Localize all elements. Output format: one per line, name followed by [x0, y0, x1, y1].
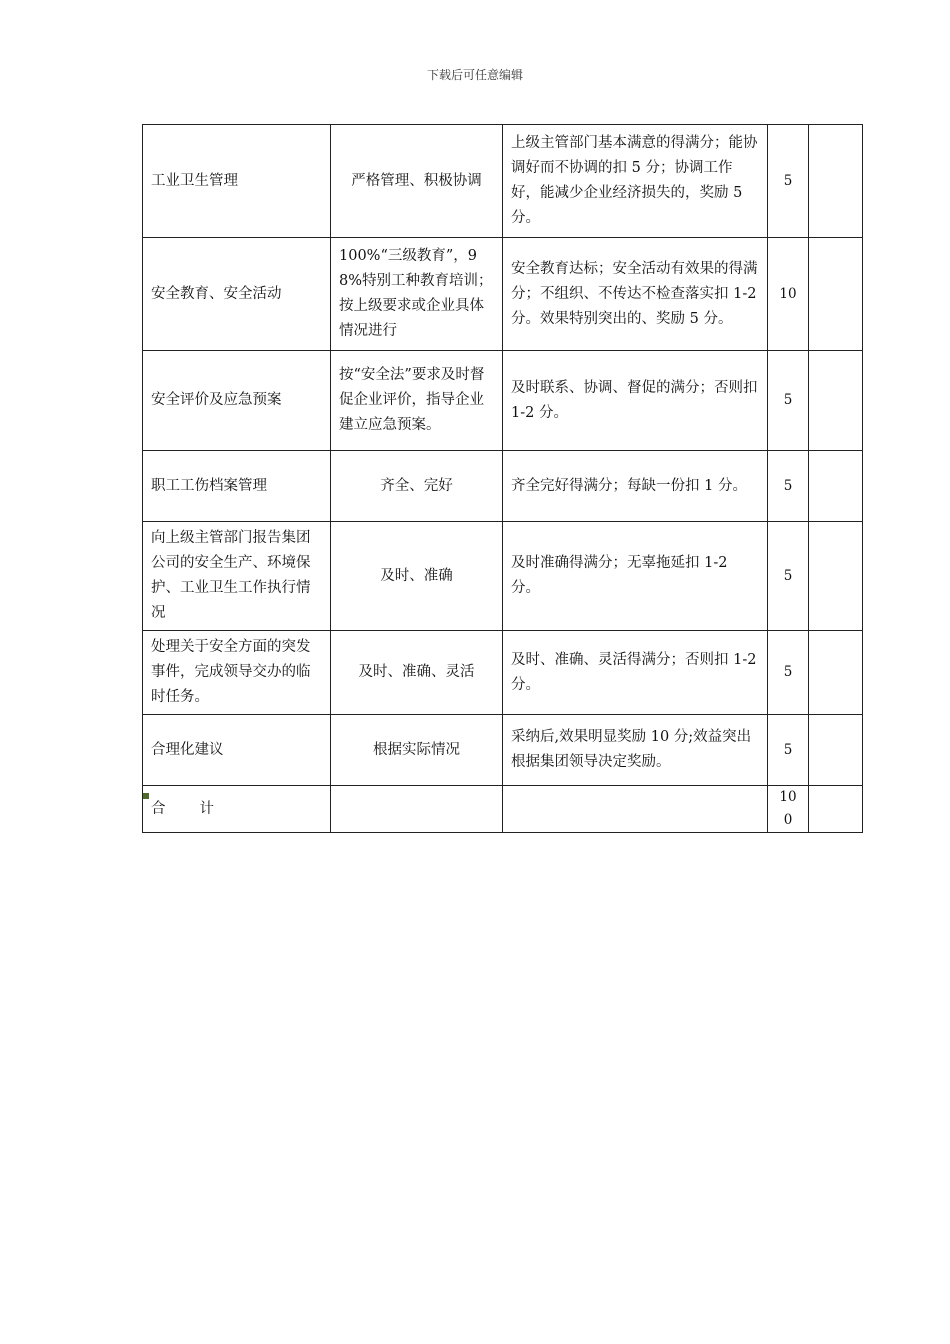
requirement-cell: 齐全、完好: [331, 451, 503, 522]
standard-cell: 及时联系、协调、督促的满分；否则扣 1-2 分。: [503, 351, 768, 451]
standard-cell: 齐全完好得满分；每缺一份扣 1 分。: [503, 451, 768, 522]
actual-score-cell: [809, 631, 863, 715]
standard-cell: 安全教育达标；安全活动有效果的得满分；不组织、不传达不检查落实扣 1-2 分。效果特别突出的、奖励 5 分。: [503, 238, 768, 351]
standard-cell: 及时准确得满分；无辜拖延扣 1-2 分。: [503, 522, 768, 631]
total-label-left: 合: [151, 800, 166, 817]
item-cell: 工业卫生管理: [143, 125, 331, 238]
actual-score-cell: [809, 125, 863, 238]
requirement-cell: 100%“三级教育”，98%特别工种教育培训；按上级要求或企业具体情况进行: [331, 238, 503, 351]
table-row: [143, 451, 863, 522]
item-cell: 职工工伤档案管理: [143, 451, 331, 522]
table-row: [143, 522, 863, 631]
total-row: [143, 786, 863, 833]
actual-score-cell: [809, 451, 863, 522]
requirement-cell: 严格管理、积极协调: [331, 125, 503, 238]
item-cell: 安全教育、安全活动: [143, 238, 331, 351]
actual-score-cell: [809, 238, 863, 351]
points-cell: 10: [768, 238, 809, 351]
requirement-cell: 根据实际情况: [331, 715, 503, 786]
table-row: [143, 125, 863, 238]
table-row: [143, 351, 863, 451]
points-cell: 5: [768, 125, 809, 238]
actual-score-cell: [809, 351, 863, 451]
points-cell: 5: [768, 715, 809, 786]
points-cell: 5: [768, 631, 809, 715]
item-cell: 安全评价及应急预案: [143, 351, 331, 451]
table-row: [143, 715, 863, 786]
actual-score-cell: [809, 715, 863, 786]
item-cell: 处理关于安全方面的突发事件，完成领导交办的临时任务。: [143, 631, 331, 715]
header-note: 下载后可任意编辑: [426, 68, 523, 82]
points-cell: 5: [768, 522, 809, 631]
points-cell: 5: [768, 451, 809, 522]
requirement-cell: 按“安全法”要求及时督促企业评价，指导企业建立应急预案。: [331, 351, 503, 451]
total-label-right: 计: [199, 800, 214, 817]
standard-cell: 采纳后,效果明显奖励 10 分;效益突出根据集团领导决定奖励。: [503, 715, 768, 786]
total-standard-cell: [503, 786, 768, 833]
total-label: [143, 786, 331, 833]
table-row: [143, 631, 863, 715]
points-cell: 5: [768, 351, 809, 451]
total-points-cell: 100: [768, 786, 809, 833]
score-table: [142, 124, 863, 833]
anchor-icon: [143, 793, 149, 799]
item-cell: 向上级主管部门报告集团公司的安全生产、环境保护、工业卫生工作执行情况: [143, 522, 331, 631]
requirement-cell: 及时、准确: [331, 522, 503, 631]
standard-cell: 上级主管部门基本满意的得满分；能协调好而不协调的扣 5 分；协调工作好，能减少企业经济损失的，奖励 5 分。: [503, 125, 768, 238]
table-row: [143, 238, 863, 351]
total-requirement-cell: [331, 786, 503, 833]
actual-score-cell: [809, 522, 863, 631]
item-cell: 合理化建议: [143, 715, 331, 786]
requirement-cell: 及时、准确、灵活: [331, 631, 503, 715]
total-actual-score-cell: [809, 786, 863, 833]
standard-cell: 及时、准确、灵活得满分；否则扣 1-2 分。: [503, 631, 768, 715]
